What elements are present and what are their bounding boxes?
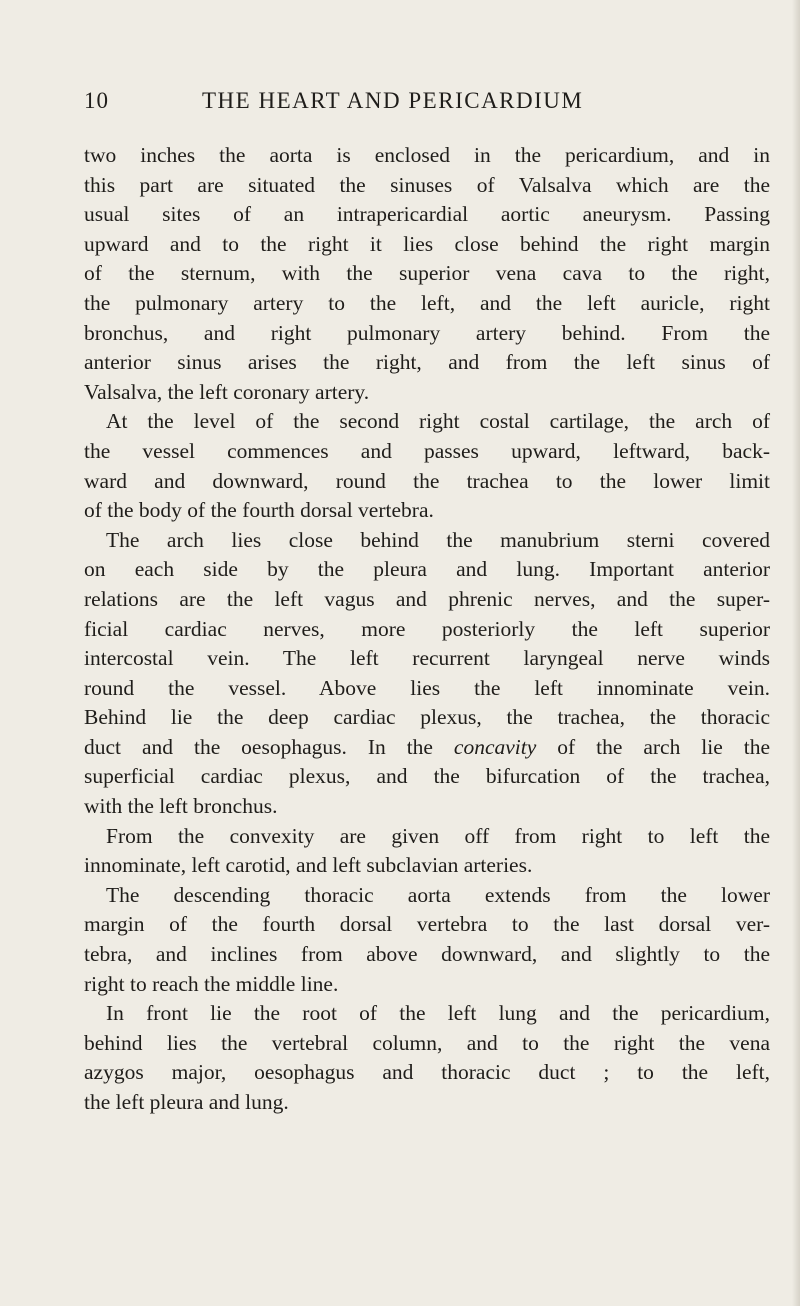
text-line: Behind lie the deep cardiac plexus, the trachea, the thoracic: [84, 705, 770, 730]
running-title: THE HEART AND PERICARDIUM: [202, 88, 584, 113]
paragraph-arch-course: [84, 407, 770, 525]
text-line: the pulmonary artery to the left, and the left auricle, right: [84, 290, 770, 315]
text-line: intercostal vein. The left recurrent laryngeal nerve winds: [84, 646, 770, 671]
text-line-concavity: [84, 733, 770, 763]
text-line: bronchus, and right pulmonary artery behind. From the: [84, 320, 770, 345]
text-line: superficial cardiac plexus, and the bifurcation of the trachea,: [84, 764, 770, 789]
paragraph-descending-relations: [84, 999, 770, 1117]
text-line: round the vessel. Above lies the left innominate vein.: [84, 675, 770, 700]
text-line: two inches the aorta is enclosed in the pericardium, and in: [84, 143, 770, 167]
text-line: of the body of the fourth dorsal vertebra.: [84, 498, 434, 523]
text-line: tebra, and inclines from above downward, and slightly to the: [84, 942, 770, 967]
text-line: The descending thoracic aorta extends from the lower: [106, 882, 770, 907]
text-line: From the convexity are given off from right to left the: [106, 823, 770, 848]
text-segment: of the arch lie the: [536, 734, 770, 759]
text-line: behind lies the vertebral column, and to the right the vena: [84, 1030, 770, 1055]
text-line: azygos major, oesophagus and thoracic duct ; to the left,: [84, 1060, 770, 1085]
paragraph-descending-aorta: [84, 881, 770, 999]
text-line: ward and downward, round the trachea to the lower limit: [84, 468, 770, 493]
page-number: 10: [84, 88, 109, 113]
text-line: with the left bronchus.: [84, 794, 278, 819]
page-edge-shadow: [792, 0, 800, 1306]
running-head: [84, 88, 769, 120]
text-line: margin of the fourth dorsal vertebra to the last dorsal ver-: [84, 912, 770, 937]
body-text: [84, 141, 770, 1118]
text-line: the vessel commences and passes upward, leftward, back-: [84, 438, 770, 463]
text-line: right to reach the middle line.: [84, 971, 339, 996]
text-line: this part are situated the sinuses of Valsalva which are the: [84, 172, 770, 197]
text-line: of the sternum, with the superior vena cava to the right,: [84, 261, 770, 286]
text-line: innominate, left carotid, and left subclavian arteries.: [84, 853, 533, 878]
text-segment: duct and the oesophagus. In the: [84, 734, 454, 759]
paragraph-arch-relations: [84, 526, 770, 822]
text-line: Valsalva, the left coronary artery.: [84, 379, 370, 404]
text-line: ficial cardiac nerves, more posteriorly the left superior: [84, 616, 770, 641]
text-line: on each side by the pleura and lung. Important anterior: [84, 557, 770, 582]
text-line: anterior sinus arises the right, and from the left sinus of: [84, 350, 770, 375]
text-line: upward and to the right it lies close behind the right margin: [84, 231, 770, 256]
paragraph-convexity: [84, 822, 770, 881]
text-line: the left pleura and lung.: [84, 1090, 289, 1114]
paragraph-aorta-continuation: [84, 141, 770, 407]
italic-term: concavity: [453, 734, 537, 759]
text-line: The arch lies close behind the manubrium sterni covered: [106, 527, 770, 552]
text-line: In front lie the root of the left lung and the pericardium,: [106, 1001, 770, 1026]
text-line: At the level of the second right costal cartilage, the arch of: [106, 409, 770, 434]
text-line: relations are the left vagus and phrenic nerves, and the super-: [84, 586, 770, 611]
text-line: usual sites of an intrapericardial aortic aneurysm. Passing: [84, 202, 770, 227]
